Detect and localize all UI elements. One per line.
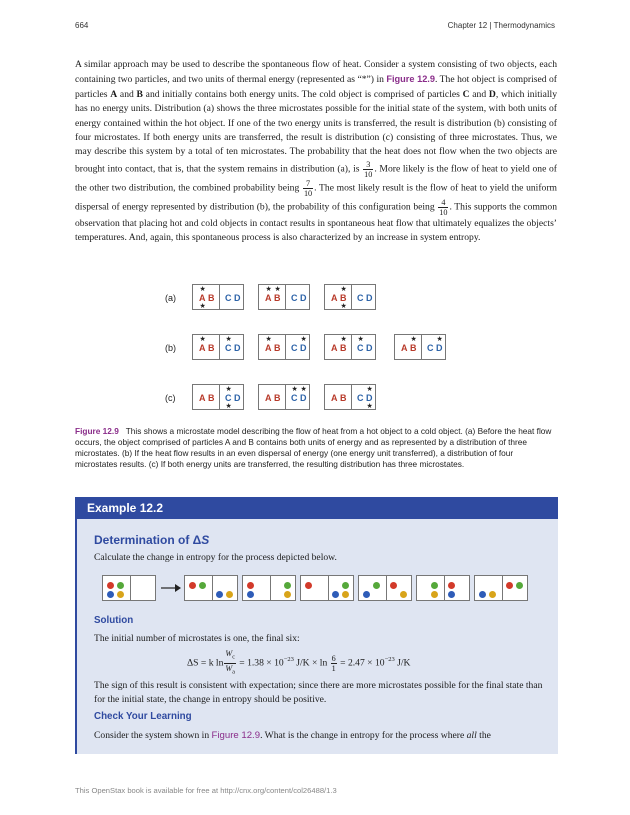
particle-letter: A — [265, 343, 272, 353]
blue-ball-icon — [479, 591, 486, 598]
blue-ball-icon — [363, 591, 370, 598]
energy-star-icon: ★ — [199, 285, 206, 293]
energy-star-icon: ★ — [357, 335, 364, 343]
green-ball-icon — [117, 582, 124, 589]
blue-ball-icon — [332, 591, 339, 598]
numerator: 4 — [438, 198, 448, 208]
particle-pair — [285, 385, 311, 409]
numerator: 6 — [331, 653, 336, 663]
particle-letter: A — [331, 293, 338, 303]
particle-pair — [351, 285, 377, 309]
particle-letter: D — [366, 293, 373, 303]
blue-ball-icon — [247, 591, 254, 598]
numerator: 3 — [363, 160, 373, 170]
energy-star-icon: ★ — [366, 402, 373, 410]
energy-star-icon: ★ — [199, 302, 206, 310]
particle-b: B — [136, 88, 143, 100]
particle-letter: C — [225, 343, 232, 353]
arrow-right-icon — [160, 581, 182, 595]
blue-ball-icon — [216, 591, 223, 598]
w-symbol: W — [225, 649, 233, 658]
header-separator: | — [487, 21, 494, 30]
energy-star-icon: ★ — [225, 385, 232, 393]
particle-pair — [193, 385, 219, 409]
exponent: −23 — [283, 656, 294, 664]
denominator: 10 — [303, 188, 313, 198]
particle-letter: C — [225, 393, 232, 403]
text: Consider the system shown in — [94, 730, 212, 741]
green-ball-icon — [516, 582, 523, 589]
row-label: (c) — [165, 393, 176, 403]
text: . The most likely result is the flow of heat to yield the uniform dispersal of energy represented by distribution (b), the probability of this configuration being — [75, 182, 557, 213]
fraction — [303, 179, 313, 198]
green-ball-icon — [199, 582, 206, 589]
particle-letter: B — [340, 393, 347, 403]
marble-box — [416, 575, 470, 601]
title-variable: S — [201, 533, 210, 547]
red-ball-icon — [189, 582, 196, 589]
particle-letter: B — [274, 393, 281, 403]
particle-a: A — [110, 88, 118, 100]
eq-lhs: ΔS = k ln — [187, 657, 224, 669]
eq-fraction — [224, 649, 236, 677]
energy-star-icon: ★ — [340, 302, 347, 310]
red-ball-icon — [107, 582, 114, 589]
particle-letter: D — [366, 393, 373, 403]
particle-d: D — [488, 88, 496, 100]
microstate-box — [324, 284, 376, 310]
text: A similar approach may be used to describe the spontaneous flow of heat. Consider a system consisting of two objects, each containing two particles, and two units of thermal energy (represented as “*”) in — [75, 59, 557, 86]
caption-text: This shows a microstate model describing the flow of heat from a hot object to a cold object. (a) Before the heat flow occurs, the object comprised of particles A and B contains both units of energy and as represented by a distribution of three microstates. (b) If the heat flow results in an even dispersal of energy (one energy unit transferred), a distribution of four microstates results. (c) If both energy units are transferred, the resulting distribution has three microstates. — [75, 426, 552, 469]
blue-ball-icon — [107, 591, 114, 598]
w-symbol: W — [225, 663, 233, 673]
green-ball-icon — [373, 582, 380, 589]
energy-star-icon: ★ — [300, 385, 307, 393]
energy-star-icon: ★ — [366, 385, 373, 393]
yellow-ball-icon — [342, 591, 349, 598]
chapter-title: Thermodynamics — [493, 21, 555, 30]
energy-star-icon: ★ — [199, 335, 206, 343]
energy-star-icon: ★ — [225, 402, 232, 410]
marble-box — [300, 575, 354, 601]
particle-letter: B — [274, 343, 281, 353]
microstate-box — [258, 334, 310, 360]
particle-pair — [325, 285, 351, 309]
text: . What is the change in entropy for the process where — [260, 730, 467, 741]
particle-letter: C — [427, 343, 434, 353]
energy-star-icon: ★ — [291, 385, 298, 393]
red-ball-icon — [305, 582, 312, 589]
marble-box — [102, 575, 156, 601]
particle-pair — [285, 335, 311, 359]
particle-letter: A — [199, 343, 206, 353]
example-box — [75, 497, 558, 754]
particle-letter: A — [331, 343, 338, 353]
figure-link[interactable]: Figure 12.9 — [211, 730, 261, 741]
particle-pair — [351, 335, 377, 359]
example-prompt: Calculate the change in entropy for the process depicted below. — [94, 552, 337, 563]
particle-letter: B — [340, 343, 347, 353]
particle-letter: C — [357, 293, 364, 303]
particle-letter: B — [340, 293, 347, 303]
solution-text: The initial number of microstates is one, the final six: — [94, 633, 300, 644]
particle-pair — [395, 335, 421, 359]
green-ball-icon — [342, 582, 349, 589]
text: . This supports the common observation that placing hot and cold objects in contact results in spontaneous heat flow that ultimately equalizes the objects’ temperatures. And, again, this spontaneous process is also characterized by an increase in system entropy. — [75, 201, 557, 244]
yellow-ball-icon — [226, 591, 233, 598]
particle-letter: C — [291, 293, 298, 303]
energy-star-icon: ★ — [265, 335, 272, 343]
particle-letter: C — [291, 393, 298, 403]
yellow-ball-icon — [489, 591, 496, 598]
chapter-label: Chapter 12 — [447, 21, 488, 30]
title-text: Determination of Δ — [94, 533, 202, 547]
energy-star-icon: ★ — [340, 285, 347, 293]
microstate-figure — [165, 280, 465, 415]
caption-label: Figure 12.9 — [75, 426, 119, 436]
text: and — [469, 88, 489, 100]
row-label: (b) — [165, 343, 176, 353]
check-heading: Check Your Learning — [94, 711, 192, 722]
solution-heading: Solution — [94, 615, 134, 626]
energy-star-icon: ★ — [300, 335, 307, 343]
blue-ball-icon — [448, 591, 455, 598]
yellow-ball-icon — [284, 591, 291, 598]
microstate-box — [394, 334, 446, 360]
eq-text: J/K — [394, 657, 411, 669]
subscript: c — [232, 654, 235, 661]
particle-letter: A — [331, 393, 338, 403]
particle-letter: A — [199, 393, 206, 403]
particle-pair — [219, 335, 245, 359]
particle-letter: D — [300, 293, 307, 303]
subscript: a — [232, 669, 235, 676]
example-header: Example 12.2 — [77, 497, 558, 519]
page-number: 664 — [75, 21, 89, 30]
text: and — [117, 88, 137, 100]
figure-link[interactable]: Figure 12.9 — [386, 74, 435, 85]
text: and initially contains both energy units. The cold object is comprised of particles — [142, 88, 463, 100]
microstate-box — [258, 284, 310, 310]
marble-box — [358, 575, 412, 601]
energy-star-icon: ★ — [436, 335, 443, 343]
red-ball-icon — [247, 582, 254, 589]
particle-pair — [259, 285, 285, 309]
particle-letter: A — [199, 293, 206, 303]
marble-box — [474, 575, 528, 601]
microstate-box — [192, 284, 244, 310]
yellow-ball-icon — [400, 591, 407, 598]
particle-letter: B — [208, 343, 215, 353]
text: . More likely is the flow of heat to yield one of the other two distribution, the combined probability being — [75, 163, 557, 194]
body-paragraph — [75, 58, 557, 246]
denominator: 10 — [439, 207, 448, 217]
particle-pair — [351, 385, 377, 409]
eq-text: = 2.47 × 10 — [337, 657, 385, 669]
marble-box — [242, 575, 296, 601]
marble-diagram — [102, 575, 532, 605]
microstate-box — [258, 384, 310, 410]
red-ball-icon — [448, 582, 455, 589]
eq-denominator — [224, 664, 236, 678]
microstate-box — [192, 334, 244, 360]
particle-letter: B — [208, 393, 215, 403]
running-header — [448, 21, 555, 30]
particle-letter: C — [357, 343, 364, 353]
particle-c: C — [462, 88, 470, 100]
microstate-box — [324, 384, 376, 410]
example-title — [94, 533, 209, 547]
text: the — [476, 730, 491, 741]
particle-letter: D — [234, 293, 241, 303]
numerator: 7 — [303, 179, 313, 189]
particle-letter: C — [357, 393, 364, 403]
green-ball-icon — [431, 582, 438, 589]
yellow-ball-icon — [117, 591, 124, 598]
particle-letter: A — [265, 293, 272, 303]
solution-explanation: The sign of this result is consistent with expectation; since there are more microstates possible for the final state than for the initial state, the change in entropy should be positive. — [94, 680, 543, 706]
marble-box — [184, 575, 238, 601]
particle-letter: A — [401, 343, 408, 353]
particle-pair — [193, 335, 219, 359]
particle-letter: D — [436, 343, 443, 353]
particle-letter: D — [234, 393, 241, 403]
energy-star-icon: ★ — [225, 335, 232, 343]
particle-pair — [259, 385, 285, 409]
red-ball-icon — [390, 582, 397, 589]
eq-numerator — [224, 649, 236, 664]
energy-star-icon: ★ — [340, 335, 347, 343]
denominator: 10 — [364, 169, 373, 179]
particle-letter: D — [300, 343, 307, 353]
particle-letter: D — [366, 343, 373, 353]
particle-letter: B — [410, 343, 417, 353]
page-footer: This OpenStax book is available for free at http://cnx.org/content/col26488/1.3 — [75, 786, 337, 795]
particle-letter: B — [274, 293, 281, 303]
particle-pair — [259, 335, 285, 359]
energy-star-icon: ★ — [410, 335, 417, 343]
particle-pair — [325, 335, 351, 359]
italic-word: all — [466, 730, 477, 741]
particle-letter: C — [225, 293, 232, 303]
red-ball-icon — [506, 582, 513, 589]
eq-text: = 1.38 × 10 — [236, 657, 284, 669]
entropy-equation — [187, 649, 487, 675]
text: . The hot object is comprised of particles — [75, 74, 558, 100]
microstate-box — [192, 384, 244, 410]
row-label: (a) — [165, 293, 176, 303]
exponent: −23 — [384, 656, 395, 664]
yellow-ball-icon — [431, 591, 438, 598]
particle-pair — [193, 285, 219, 309]
particle-letter: D — [234, 343, 241, 353]
eq-fraction — [331, 654, 337, 673]
particle-pair — [219, 385, 245, 409]
figure-caption — [75, 426, 557, 470]
check-text — [94, 730, 544, 741]
particle-letter: B — [208, 293, 215, 303]
eq-text: J/K × ln — [293, 657, 330, 669]
green-ball-icon — [284, 582, 291, 589]
fraction — [363, 160, 373, 179]
particle-pair — [285, 285, 311, 309]
microstate-box — [324, 334, 376, 360]
particle-letter: C — [291, 343, 298, 353]
energy-star-icon: ★ — [265, 285, 272, 293]
fraction — [438, 198, 448, 217]
particle-pair — [219, 285, 245, 309]
particle-pair — [325, 385, 351, 409]
particle-pair — [421, 335, 447, 359]
text: , which initially has no energy units. Distribution (a) shows the three microstates possible for the initial state of the system, with both units of energy contained within the hot object. If one of the two energy units is transferred, the result is distribution (b) consisting of four microstates. If both energy units are transferred, the result is distribution (c) consisting of three microstates. Thus, we may describe this system by a total of ten microstates. The probability that the heat does not flow when the two objects are brought into contact, that is, that the system remains in distribution (a), is — [75, 88, 557, 175]
denominator: 1 — [331, 663, 336, 673]
energy-star-icon: ★ — [274, 285, 281, 293]
particle-letter: D — [300, 393, 307, 403]
particle-letter: A — [265, 393, 272, 403]
